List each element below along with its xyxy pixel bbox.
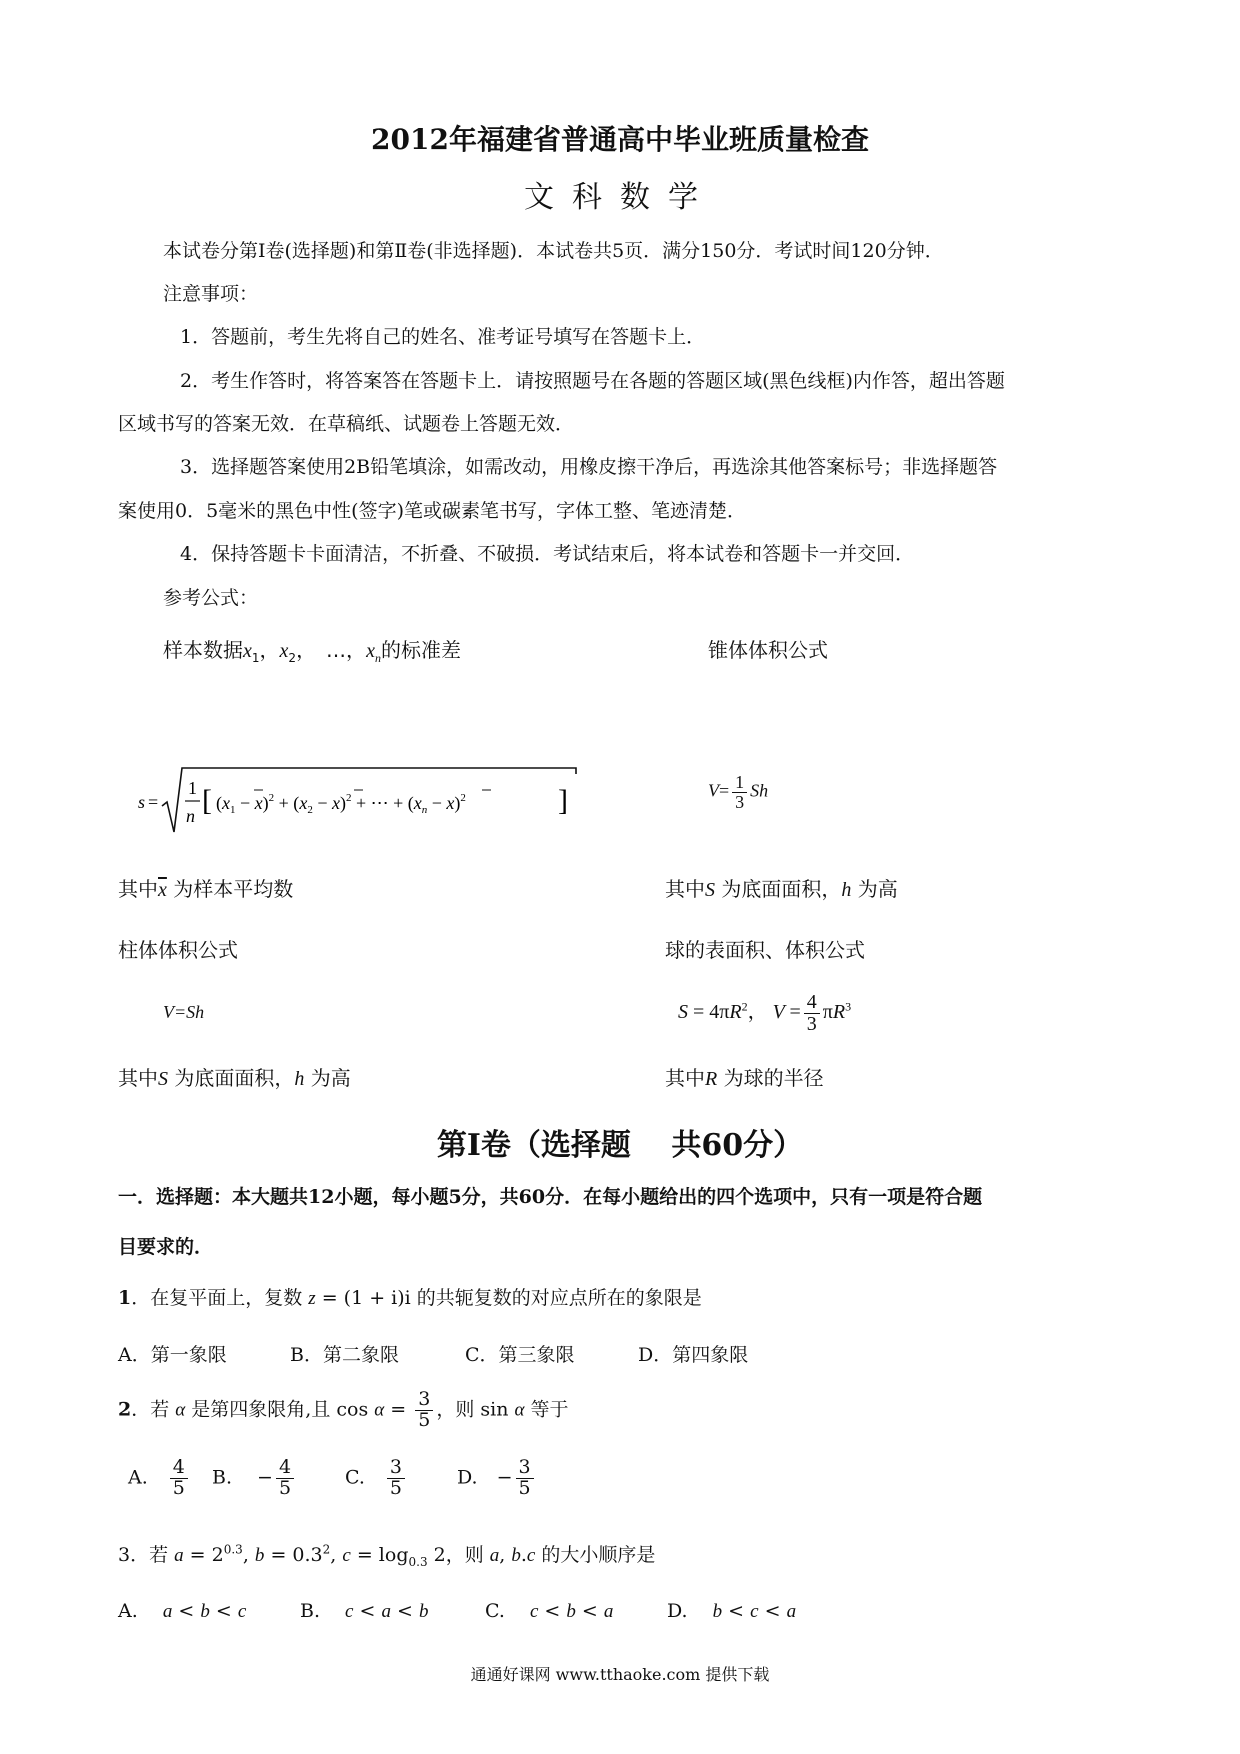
question-2-option-a: A. $\frac{4}{5}$ [128,1458,191,1499]
page-subtitle: 文科数学 [524,180,716,215]
question-3-option-c: C. c < b < a [485,1600,614,1622]
question-3-option-a: A. a < b < c [118,1600,247,1622]
question-3-option-d: D. b < c < a [667,1600,797,1622]
note-item-2-line-1: 2．考生作答时，将答案答在答题卡上．请按照题号在各题的答题区域(黑色线框)内作答，超出答题 [180,370,1005,392]
question-1: 1．在复平面上，复数 z = (1 + i)i 的共轭复数的对应点所在的象限是 [118,1287,702,1309]
sphere-note: 其中R 为球的半径 [665,1066,824,1090]
svg-text:1: 1 [188,778,197,798]
question-2: 2．若 α 是第四象限角,且 cos α = $\frac{3}{5}$ ，则 sin α 等于 [118,1388,569,1431]
section-instructions-line-1: 一．选择题：本大题共12小题，每小题5分，共60分．在每小题给出的四个选项中，只有一项是符合题 [118,1186,983,1208]
section-instructions-line-2: 目要求的． [118,1236,214,1258]
svg-text:]: ] [558,784,568,817]
note-item-1: 1．答题前，考生先将自己的姓名、准考证号填写在答题卡上． [180,326,706,348]
svg-text:[: [ [202,784,212,817]
question-1-option-d: D．第四象限 [638,1344,749,1366]
note-item-3-line-2: 案使用0．5毫米的黑色中性(签字)笔或碳素笔书写，字体工整、笔迹清楚． [118,500,747,522]
formulas-heading: 参考公式： [163,587,259,609]
question-1-option-c: C．第三象限 [465,1344,575,1366]
note-item-3-line-1: 3．选择题答案使用2B铅笔填涂，如需改动，用橡皮擦干净后，再选涂其他答案标号；非选择题答 [180,456,998,478]
cone-note: 其中S 为底面面积，h 为高 [665,877,898,901]
question-2-option-d: D. − $\frac{3}{5}$ [457,1458,537,1499]
question-1-option-a: A．第一象限 [118,1344,227,1366]
prism-note: 其中S 为底面面积，h 为高 [118,1066,351,1090]
question-2-option-c: C. $\frac{3}{5}$ [345,1458,408,1499]
note-item-2-line-2: 区域书写的答案无效．在草稿纸、试题卷上答题无效． [118,413,575,435]
question-1-option-b: B．第二象限 [290,1344,399,1366]
section-title: 第Ⅰ卷（选择题 共60分） [436,1128,804,1163]
intro-text: 本试卷分第Ⅰ卷(选择题)和第Ⅱ卷(非选择题)．本试卷共5页．满分150分．考试时间120分钟． [163,240,944,262]
cone-formula: V= $\frac{1}{3}$ Sh [708,772,769,812]
prism-label: 柱体体积公式 [118,938,238,962]
question-3-option-b: B. c < a < b [300,1600,429,1622]
sphere-label: 球的表面积、体积公式 [665,938,865,962]
svg-text:=: = [148,792,159,812]
note-item-4: 4．保持答题卡卡面清洁，不折叠、不破损．考试结束后，将本试卷和答题卡一并交回． [180,543,915,565]
svg-text:(x1 − x)2 + (x2 − x)2 + ⋯ + (x: $(x_1 - x)^2 + (x_2 - x)^2$ + ⋯ + $(x_n - x)^2$ [216,792,466,816]
prism-formula: V=Sh [163,1002,205,1022]
notes-heading: 注意事项： [163,283,259,305]
footer-download-note: 通通好课网 www.tthaoke.com 提供下载 [470,1665,770,1684]
cone-label: 锥体体积公式 [708,638,828,662]
std-formula-graphic [136,760,596,840]
question-3: 3．若 $a = 2^{0.3}$, $b = 0.3^2$, $c = \log_{0.3} 2$，则 a, b.c 的大小顺序是 [118,1542,656,1569]
page-title: 2012年福建省普通高中毕业班质量检查 [371,123,869,156]
std-formula [136,760,596,844]
question-2-option-b: B. − $\frac{4}{5}$ [212,1458,297,1499]
sphere-formula: $S = 4\pi R^2$， V = $\frac{4}{3}$ $\pi R^3$ [678,991,852,1035]
svg-text:n: n [186,806,195,826]
svg-text:s: s [138,792,146,812]
std-note: 其中$\overline{x}$ 为样本平均数 [118,877,294,901]
std-label: 样本数据$x_1$，$x_2$， …，$x_n$的标准差 [163,638,461,665]
